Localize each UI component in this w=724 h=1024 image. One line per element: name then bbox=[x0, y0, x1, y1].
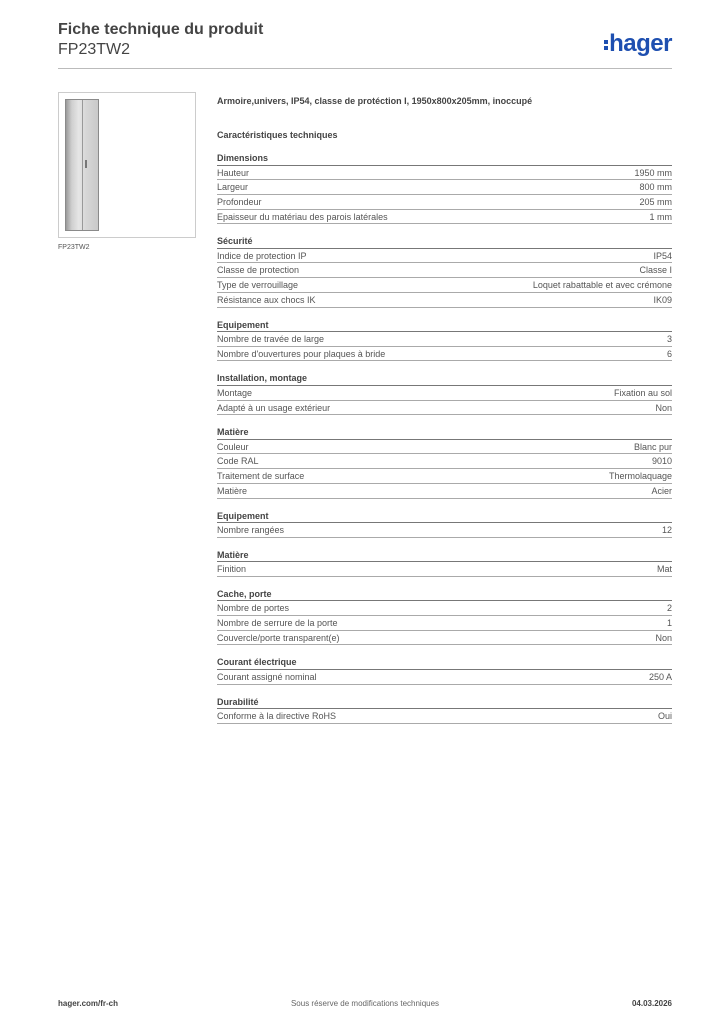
spec-section bbox=[217, 695, 672, 724]
product-image bbox=[58, 92, 196, 238]
spec-label: Nombre de serrure de la porte bbox=[217, 618, 338, 629]
spec-row bbox=[217, 195, 672, 210]
spec-row bbox=[217, 347, 672, 362]
spec-label: Couleur bbox=[217, 441, 249, 452]
spec-label: Classe de protection bbox=[217, 265, 300, 276]
spec-row bbox=[217, 484, 672, 499]
spec-row bbox=[217, 601, 672, 616]
logo-text: hager bbox=[609, 30, 672, 57]
spec-value: 1 bbox=[666, 618, 672, 629]
spec-row bbox=[217, 278, 672, 293]
spec-value: Mat bbox=[656, 564, 672, 575]
footer-notice: Sous réserve de modifications techniques bbox=[290, 999, 440, 1008]
spec-section bbox=[217, 509, 672, 538]
section-title: Matière bbox=[217, 425, 672, 440]
spec-value: IK09 bbox=[653, 294, 672, 305]
spec-value: Non bbox=[655, 632, 672, 643]
spec-value: Non bbox=[655, 402, 672, 413]
spec-value: Acier bbox=[651, 485, 672, 496]
footer-date: 04.03.2026 bbox=[631, 999, 672, 1008]
section-title: Dimensions bbox=[217, 151, 672, 166]
spec-row bbox=[217, 386, 672, 401]
section-title: Equipement bbox=[217, 509, 672, 524]
spec-label: Hauteur bbox=[217, 167, 250, 178]
spec-row bbox=[217, 263, 672, 278]
spec-section bbox=[217, 587, 672, 646]
spec-value: Blanc pur bbox=[633, 441, 672, 452]
spec-value: 800 mm bbox=[639, 182, 672, 193]
spec-label: Type de verrouillage bbox=[217, 280, 299, 291]
section-title: Durabilité bbox=[217, 695, 672, 710]
section-title: Sécurité bbox=[217, 234, 672, 249]
spec-row bbox=[217, 523, 672, 538]
spec-value: 250 A bbox=[648, 671, 672, 682]
spec-value: 1 mm bbox=[649, 211, 672, 222]
spec-section bbox=[217, 318, 672, 362]
spec-section bbox=[217, 151, 672, 224]
spec-label: Matière bbox=[217, 485, 248, 496]
spec-row bbox=[217, 616, 672, 631]
spec-label: Adapté à un usage extérieur bbox=[217, 402, 331, 413]
spec-row bbox=[217, 631, 672, 646]
spec-row bbox=[217, 249, 672, 264]
spec-label: Traitement de surface bbox=[217, 471, 305, 482]
spec-row bbox=[217, 210, 672, 225]
page-title: Fiche technique du produit bbox=[58, 21, 264, 38]
spec-row bbox=[217, 440, 672, 455]
spec-value: 2 bbox=[666, 603, 672, 614]
spec-row bbox=[217, 293, 672, 308]
section-title: Installation, montage bbox=[217, 371, 672, 386]
spec-value: Classe I bbox=[639, 265, 672, 276]
section-title: Equipement bbox=[217, 318, 672, 333]
spec-label: Finition bbox=[217, 564, 247, 575]
spec-label: Largeur bbox=[217, 182, 249, 193]
spec-label: Nombre d'ouvertures pour plaques à bride bbox=[217, 348, 386, 359]
spec-value: 9010 bbox=[651, 456, 672, 467]
spec-value: 6 bbox=[666, 348, 672, 359]
spec-row bbox=[217, 562, 672, 577]
hager-logo bbox=[604, 30, 672, 58]
spec-section bbox=[217, 548, 672, 577]
spec-value: Thermolaquage bbox=[608, 471, 672, 482]
spec-label: Nombre de portes bbox=[217, 603, 290, 614]
spec-row bbox=[217, 454, 672, 469]
spec-label: Code RAL bbox=[217, 456, 259, 467]
spec-label: Indice de protection IP bbox=[217, 250, 307, 261]
spec-value: 3 bbox=[666, 334, 672, 344]
spec-value: 1950 mm bbox=[634, 167, 672, 178]
header-divider bbox=[58, 68, 672, 69]
spec-row bbox=[217, 670, 672, 685]
spec-label: Nombre de travée de large bbox=[217, 334, 325, 344]
spec-value: Fixation au sol bbox=[613, 387, 672, 398]
technical-characteristics-heading: Caractéristiques techniques bbox=[217, 130, 338, 140]
spec-section bbox=[217, 655, 672, 684]
section-title: Matière bbox=[217, 548, 672, 563]
spec-label: Résistance aux chocs IK bbox=[217, 294, 316, 305]
spec-row bbox=[217, 332, 672, 347]
product-description: Armoire,univers, IP54, classe de protéction I, 1950x800x205mm, inoccupé bbox=[217, 96, 533, 106]
spec-value: IP54 bbox=[653, 250, 672, 261]
logo-dots-icon bbox=[604, 38, 608, 52]
spec-row bbox=[217, 709, 672, 724]
spec-label: Conforme à la directive RoHS bbox=[217, 711, 337, 722]
section-title: Cache, porte bbox=[217, 587, 672, 602]
spec-value: 205 mm bbox=[639, 196, 672, 207]
spec-value: Loquet rabattable et avec crémone bbox=[532, 280, 672, 291]
spec-content bbox=[217, 95, 672, 734]
spec-row bbox=[217, 166, 672, 181]
spec-row bbox=[217, 469, 672, 484]
spec-label: Couvercle/porte transparent(e) bbox=[217, 632, 340, 643]
spec-label: Nombre rangées bbox=[217, 525, 285, 535]
spec-section bbox=[217, 425, 672, 498]
spec-label: Epaisseur du matériau des parois latérales bbox=[217, 211, 388, 222]
spec-row bbox=[217, 401, 672, 416]
product-image-caption: FP23TW2 bbox=[58, 244, 90, 251]
footer-website[interactable]: hager.com/fr-ch bbox=[58, 999, 119, 1008]
spec-label: Courant assigné nominal bbox=[217, 671, 317, 682]
page-header bbox=[58, 20, 672, 70]
spec-value: Oui bbox=[657, 711, 672, 722]
product-reference: FP23TW2 bbox=[58, 41, 131, 58]
spec-sections bbox=[217, 151, 672, 724]
spec-value: 12 bbox=[661, 525, 672, 535]
cabinet-icon bbox=[65, 99, 99, 231]
spec-label: Montage bbox=[217, 387, 253, 398]
spec-row bbox=[217, 180, 672, 195]
spec-section bbox=[217, 371, 672, 415]
spec-section bbox=[217, 234, 672, 307]
spec-label: Profondeur bbox=[217, 196, 262, 207]
section-title: Courant électrique bbox=[217, 655, 672, 670]
